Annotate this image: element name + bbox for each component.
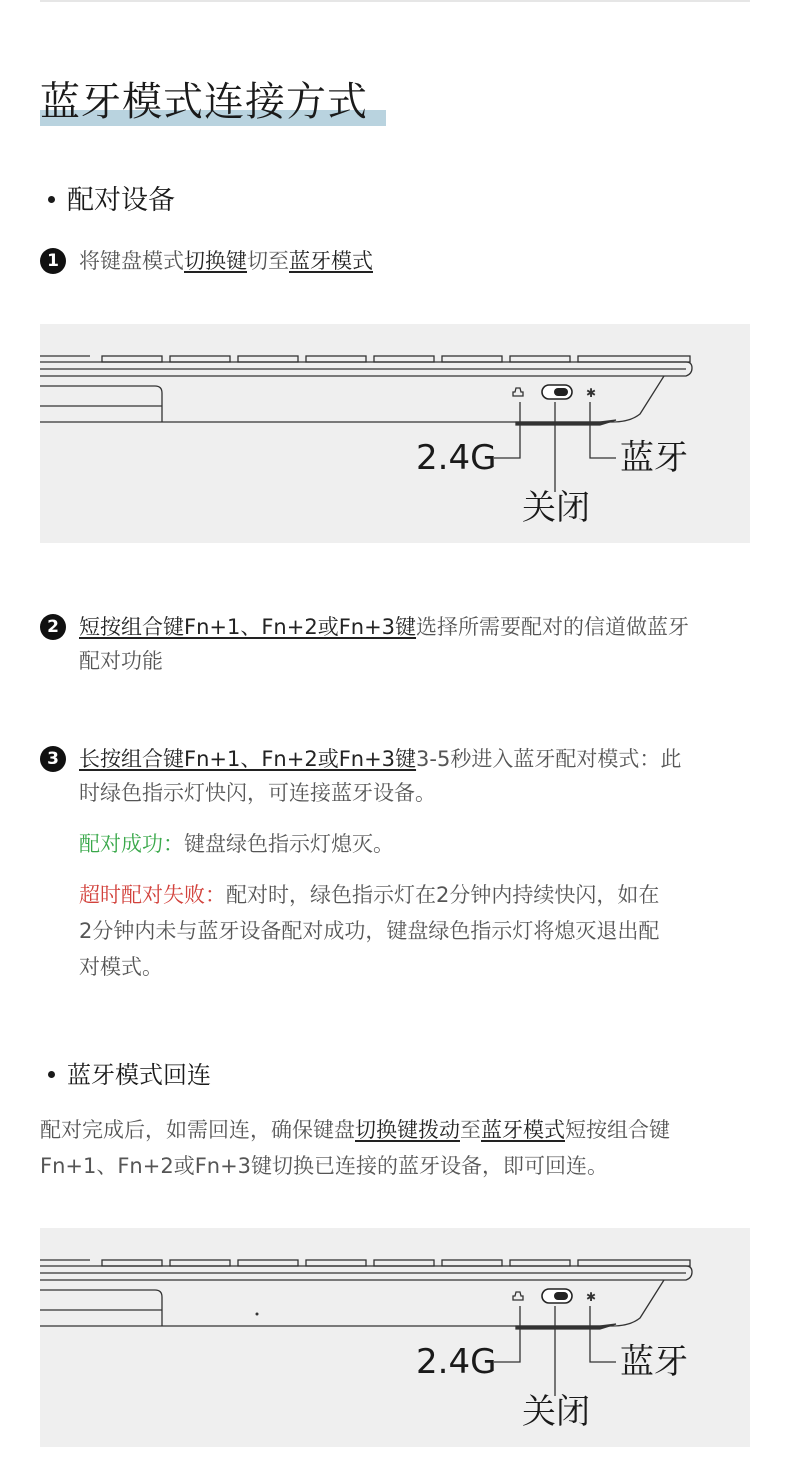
indicator-light-icon xyxy=(256,1313,259,1316)
step-2-text xyxy=(79,610,750,678)
step-3 xyxy=(40,742,750,810)
fail-line3: 对模式。 xyxy=(79,955,163,979)
pairing-timeout-note xyxy=(79,877,749,985)
label-off: 关闭 xyxy=(522,1392,590,1432)
page-title: 蓝牙模式连接方式 xyxy=(40,79,368,125)
keyboard-switch-diagram xyxy=(40,324,750,543)
step-1-bt-mode-link: 蓝牙模式 xyxy=(289,249,373,273)
step-3-line2: 时绿色指示灯快闪，可连接蓝牙设备。 xyxy=(79,781,436,805)
step-3-rest: 3-5秒进入蓝牙配对模式：此 xyxy=(416,747,682,771)
label-off: 关闭 xyxy=(522,488,590,528)
step-2 xyxy=(40,610,750,678)
reconnect-line2: Fn+1、Fn+2或Fn+3键切换已连接的蓝牙设备，即可回连。 xyxy=(40,1154,609,1178)
step-1-pre: 将键盘模式 xyxy=(79,249,184,273)
reconnect-post: 短按组合键 xyxy=(565,1118,670,1142)
section-heading-text: 蓝牙模式回连 xyxy=(67,1061,211,1089)
reconnect-instructions xyxy=(40,1112,760,1184)
bluetooth-icon: ✱ xyxy=(586,386,597,400)
step-2-rest: 选择所需要配对的信道做蓝牙 xyxy=(416,615,690,639)
fail-line1: 配对时，绿色指示灯在2分钟内持续快闪，如在 xyxy=(226,883,660,907)
page-title-block xyxy=(40,76,368,128)
step-number-badge: 3 xyxy=(40,746,66,772)
reconnect-mid: 至 xyxy=(460,1118,481,1142)
fail-label: 超时配对失败： xyxy=(79,883,226,907)
pairing-success-note xyxy=(79,826,749,862)
keyboard-side-illustration xyxy=(40,324,750,543)
step-3-text xyxy=(79,742,750,810)
keyboard-switch-diagram-2 xyxy=(40,1228,750,1447)
reconnect-switch-key-link: 切换键拨动 xyxy=(355,1118,460,1142)
success-text: 键盘绿色指示灯熄灭。 xyxy=(184,832,394,856)
step-1-text xyxy=(79,244,750,278)
step-2-line2: 配对功能 xyxy=(79,649,163,673)
switch-toggle-icon xyxy=(542,385,572,399)
reconnect-pre: 配对完成后，如需回连，确保键盘 xyxy=(40,1118,355,1142)
step-1-mid: 切至 xyxy=(247,249,289,273)
label-24g: 2.4G xyxy=(416,438,497,478)
top-divider xyxy=(40,0,750,2)
step-number-badge: 1 xyxy=(40,248,66,274)
success-label: 配对成功： xyxy=(79,832,184,856)
section-heading-pairing xyxy=(48,178,175,217)
label-bluetooth: 蓝牙 xyxy=(620,438,688,478)
reconnect-bt-mode-link: 蓝牙模式 xyxy=(481,1118,565,1142)
24g-icon xyxy=(513,1292,523,1300)
section-heading-reconnect xyxy=(48,1055,211,1090)
section-heading-text: 配对设备 xyxy=(67,185,175,216)
switch-toggle-icon xyxy=(542,1289,572,1303)
24g-icon xyxy=(513,388,523,396)
keyboard-side-illustration xyxy=(40,1228,750,1447)
fail-line2: 2分钟内未与蓝牙设备配对成功，键盘绿色指示灯将熄灭退出配 xyxy=(79,919,660,943)
bullet-dot-icon xyxy=(48,1071,55,1078)
step-1-switch-key-link: 切换键 xyxy=(184,249,247,273)
bluetooth-icon: ✱ xyxy=(586,1290,597,1304)
bullet-dot-icon xyxy=(48,196,55,203)
label-24g: 2.4G xyxy=(416,1342,497,1382)
step-1 xyxy=(40,244,750,278)
label-bluetooth: 蓝牙 xyxy=(620,1342,688,1382)
step-number-badge: 2 xyxy=(40,614,66,640)
step-2-short-press-link: 短按组合键Fn+1、Fn+2或Fn+3键 xyxy=(79,615,417,639)
step-3-long-press-link: 长按组合键Fn+1、Fn+2或Fn+3键 xyxy=(79,747,417,771)
